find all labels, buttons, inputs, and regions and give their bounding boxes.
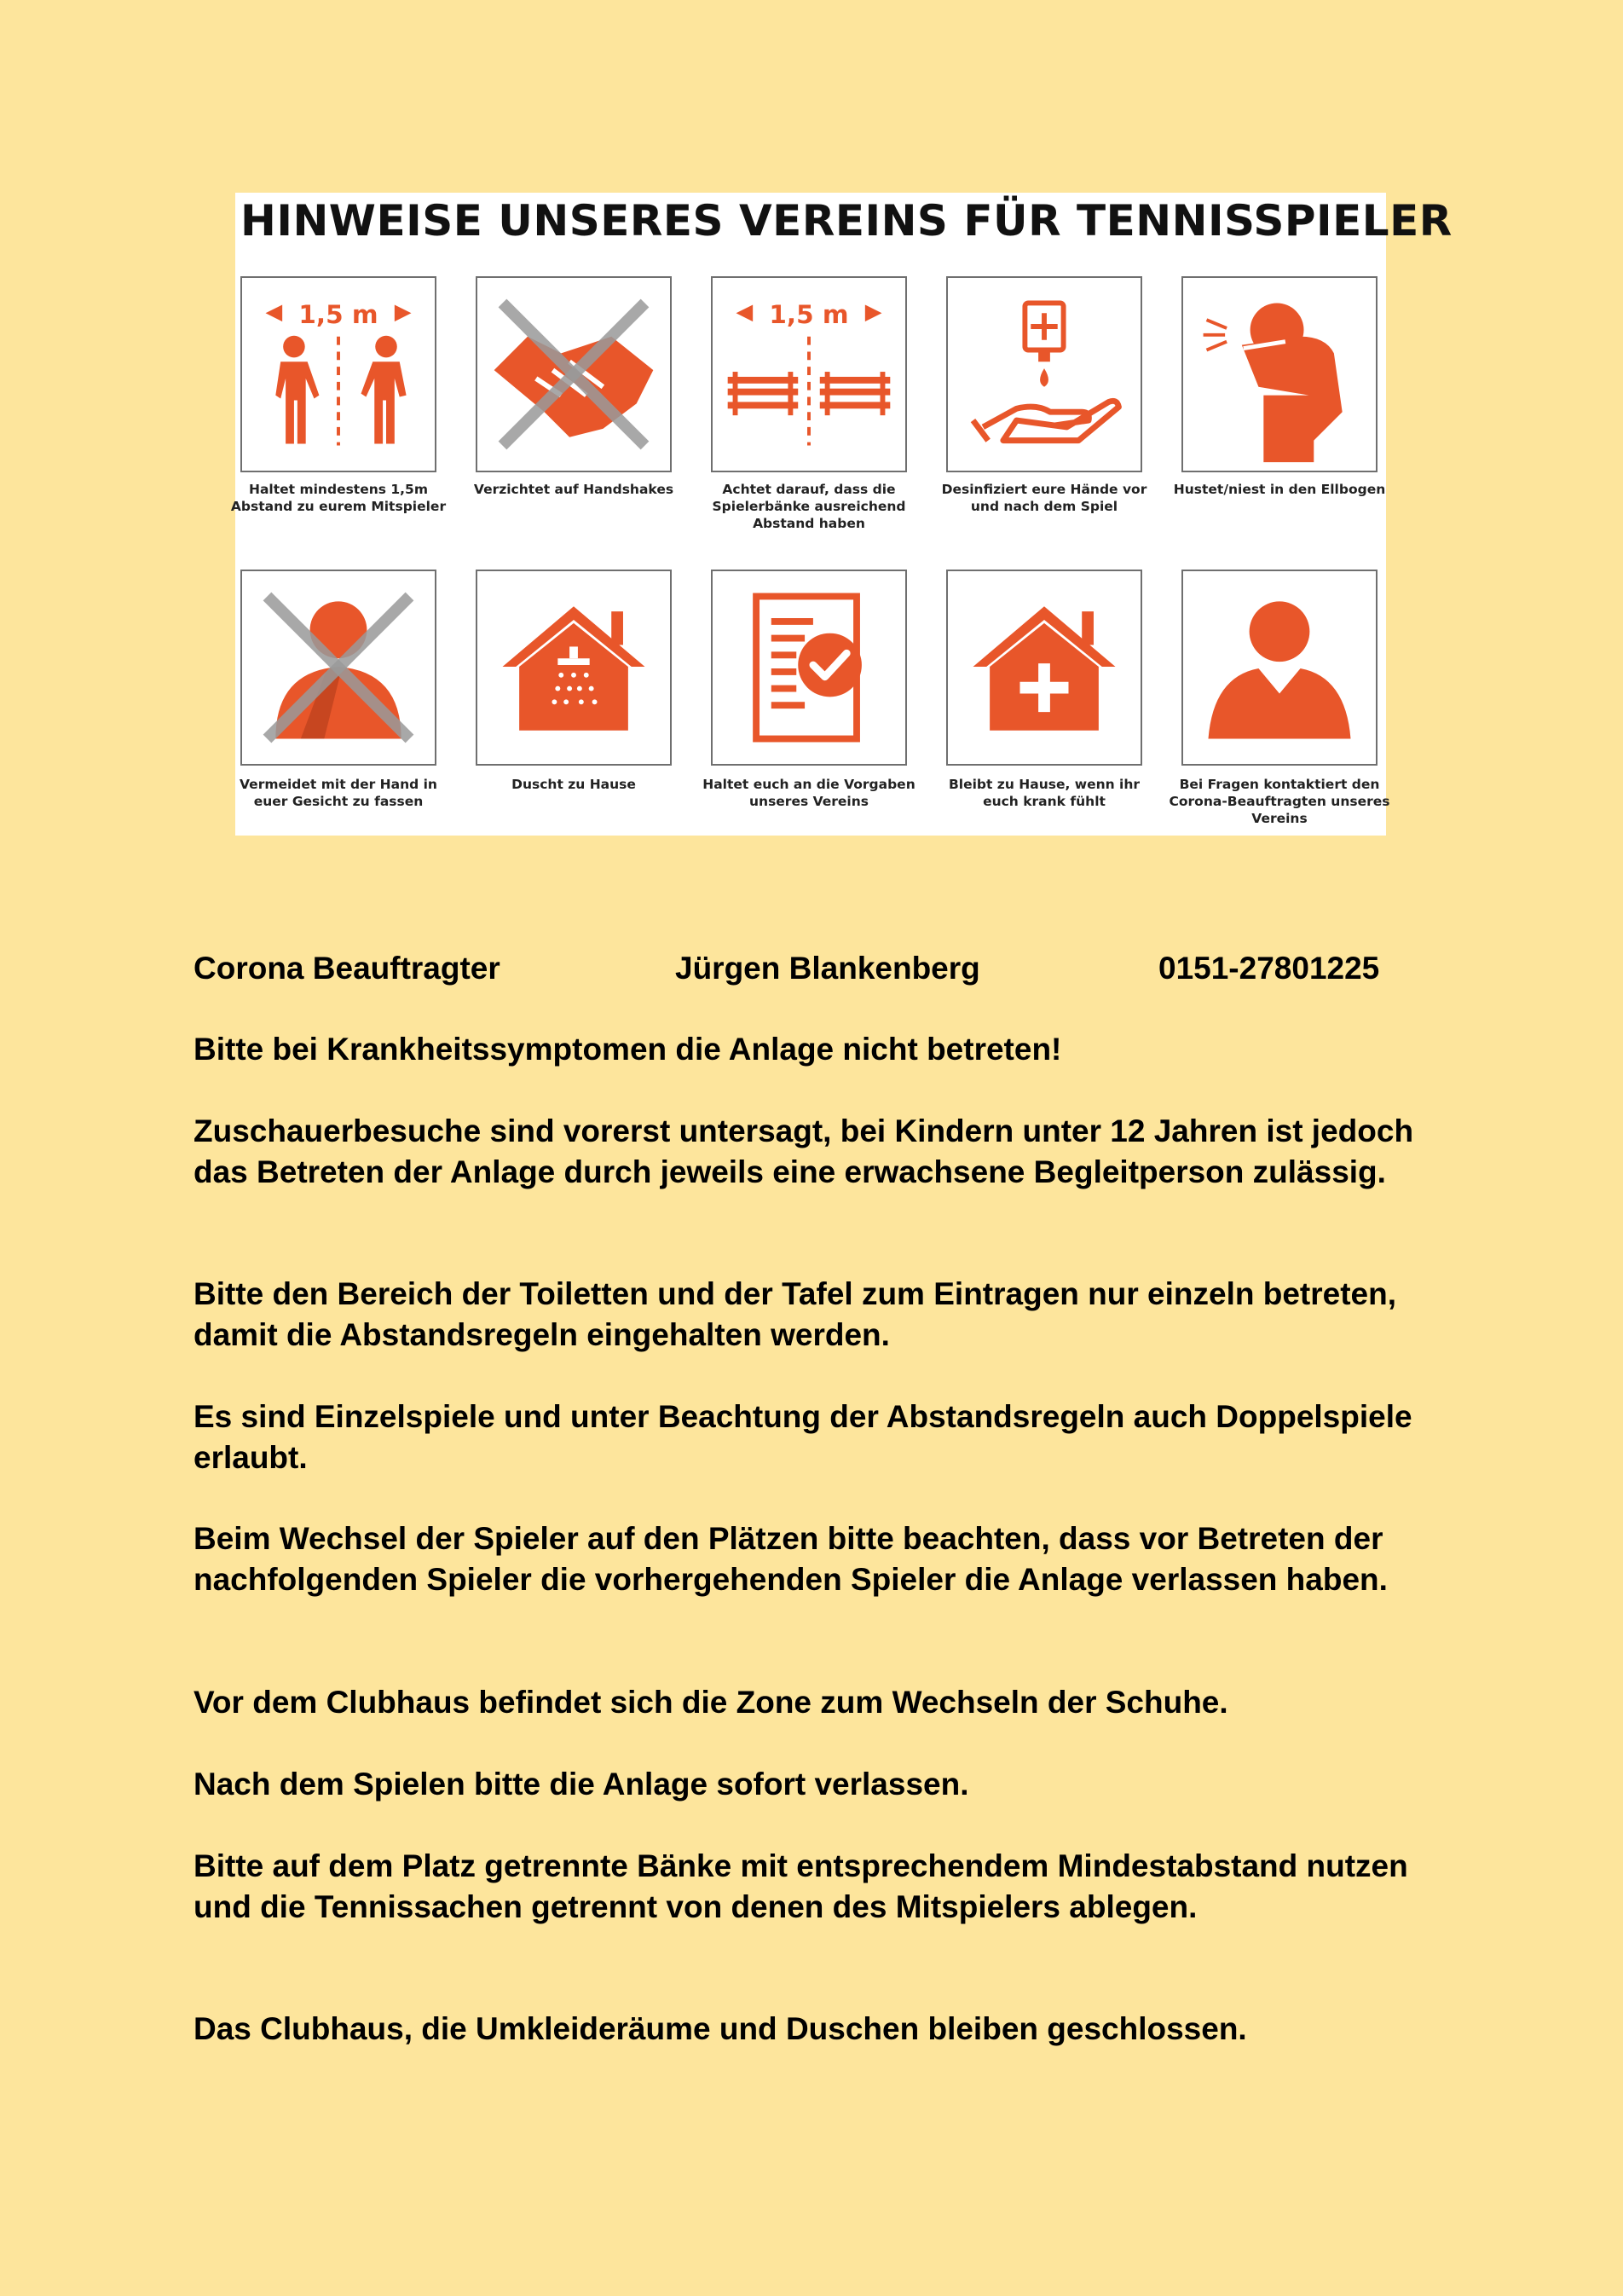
- caption-10: Bei Fragen kontaktiert den Corona-Beauftragten unseres Vereins: [1169, 777, 1390, 826]
- contact-phone: 0151-27801225: [1158, 951, 1380, 986]
- paragraph-5: Beim Wechsel der Spieler auf den Plätzen bitte beachten, dass vor Betreten der nachfolgenden Spieler die vorhergehenden Spieler die Anlage verlassen haben.: [193, 1521, 1388, 1597]
- caption-2: Verzichtet auf Handshakes: [473, 482, 674, 497]
- cough-elbow-icon: [1181, 276, 1378, 472]
- paragraph-3: Bitte den Bereich der Toiletten und der Tafel zum Eintragen nur einzeln betreten, damit die Abstandsregeln eingehalten werden.: [193, 1276, 1396, 1352]
- hygiene-poster: [230, 193, 1453, 836]
- stay-home-icon: [946, 570, 1142, 766]
- checklist-icon: [711, 570, 907, 766]
- contact-name: Jürgen Blankenberg: [675, 951, 980, 986]
- contact-role: Corona Beauftragter: [193, 951, 500, 986]
- hand-sanitizer-icon: [946, 276, 1142, 472]
- caption-9: Bleibt zu Hause, wenn ihr euch krank fühlt: [948, 777, 1141, 809]
- no-face-touch-icon: [240, 570, 436, 766]
- caption-3: Achtet darauf, dass die Spielerbänke ausreichend Abstand haben: [712, 482, 906, 531]
- caption-7: Duscht zu Hause: [511, 777, 636, 792]
- paragraph-8: Bitte auf dem Platz getrennte Bänke mit entsprechendem Mindestabstand nutzen und die Tennissachen getrennt von denen des Mitspielers ablegen.: [193, 1848, 1408, 1924]
- contact-person-icon: [1181, 570, 1378, 766]
- caption-8: Haltet euch an die Vorgaben unseres Vereins: [702, 777, 915, 809]
- paragraph-7: Nach dem Spielen bitte die Anlage sofort verlassen.: [193, 1767, 969, 1802]
- paragraph-9: Das Clubhaus, die Umkleideräume und Duschen bleiben geschlossen.: [193, 2011, 1247, 2046]
- distance-label-2: 1,5 m: [769, 300, 849, 330]
- poster-title: HINWEISE UNSERES VEREINS FÜR TENNISSPIELER: [240, 196, 1453, 246]
- caption-5: Hustet/niest in den Ellbogen: [1173, 482, 1386, 497]
- caption-4: Desinfiziert eure Hände vor und nach dem Spiel: [941, 482, 1147, 514]
- distance-benches-icon: [711, 276, 907, 472]
- paragraph-4: Es sind Einzelspiele und unter Beachtung der Abstandsregeln auch Doppelspiele erlaubt.: [193, 1399, 1412, 1475]
- distance-people-icon: [240, 276, 436, 472]
- caption-1: Haltet mindestens 1,5m Abstand zu eurem Mitspieler: [230, 482, 447, 514]
- paragraph-2: Zuschauerbesuche sind vorerst untersagt, bei Kindern unter 12 Jahren ist jedoch das Betreten der Anlage durch jeweils eine erwachsene Begleitperson zulässig.: [193, 1113, 1414, 1189]
- paragraph-6: Vor dem Clubhaus befindet sich die Zone zum Wechseln der Schuhe.: [193, 1685, 1228, 1720]
- caption-6: Vermeidet mit der Hand in euer Gesicht zu fassen: [240, 777, 437, 809]
- distance-label: 1,5 m: [298, 300, 378, 330]
- shower-at-home-icon: [476, 570, 672, 766]
- no-handshake-icon: [476, 276, 672, 472]
- paragraph-1: Bitte bei Krankheitssymptomen die Anlage nicht betreten!: [193, 1032, 1062, 1067]
